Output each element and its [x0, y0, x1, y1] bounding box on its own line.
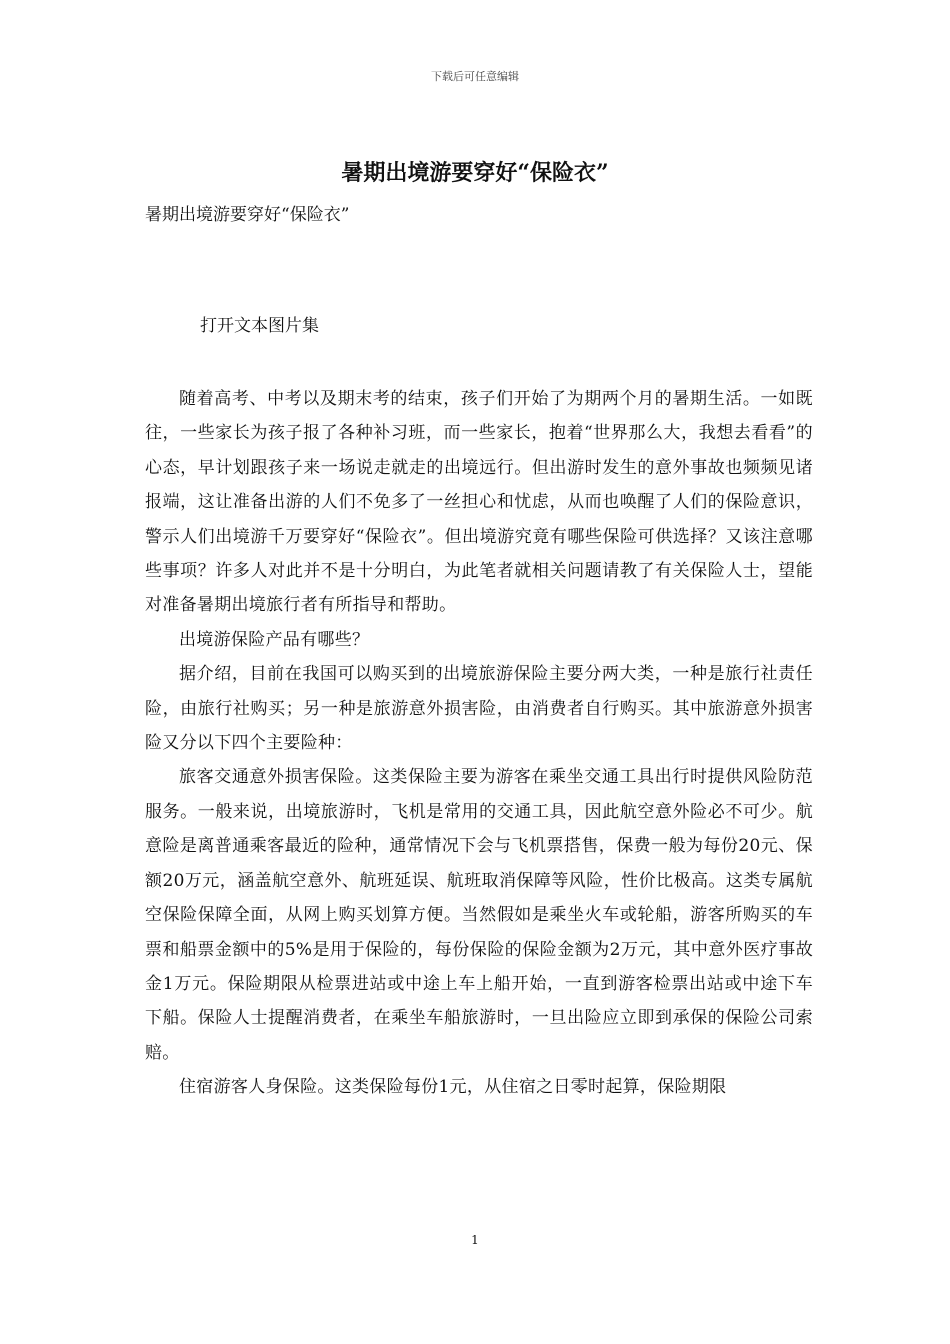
paragraph-transport-insurance: 旅客交通意外损害保险。这类保险主要为游客在乘坐交通工具出行时提供风险防范服务。一般来说，出境旅游时，飞机是常用的交通工具，因此航空意外险必不可少。航意险是离普通乘客最近的险种，通常情况下会与飞机票搭售，保费一般为每份20元、保额20万元，涵盖航空意外、航班延误、航班取消保障等风险，性价比极高。这类专属航空保险保障全面，从网上购买划算方便。当然假如是乘坐火车或轮船，游客所购买的车票和船票金额中的5%是用于保险的，每份保险的保险金额为2万元，其中意外医疗事故金1万元。保险期限从检票进站或中途上车上船开始，一直到游客检票出站或中途下车下船。保险人士提醒消费者，在乘坐车船旅游时，一旦出险应立即到承保的保险公司索赔。 [145, 767, 813, 1063]
paragraph-intro: 随着高考、中考以及期末考的结束，孩子们开始了为期两个月的暑期生活。一如既往，一些家长为孩子报了各种补习班，而一些家长，抱着“世界那么大，我想去看看”的心态，早计划跟孩子来一场说走就走的出境远行。但出游时发生的意外事故也频频见诸报端，这让准备出游的人们不免多了一丝担心和忧虑，从而也唤醒了人们的保险意识，警示人们出境游千万要穿好“保险衣”。但出境游究竟有哪些保险可供选择？又该注意哪些事项？许多人对此并不是十分明白，为此笔者就相关问题请教了有关保险人士，望能对准备暑期出境旅行者有所指导和帮助。 [145, 389, 813, 616]
document-subtitle: 暑期出境游要穿好“保险衣” [145, 205, 350, 225]
page-header-note: 下载后可任意编辑 [431, 70, 519, 83]
image-gallery-caption: 打开文本图片集 [200, 316, 319, 336]
section-heading-products: 出境游保险产品有哪些？ [179, 629, 370, 650]
paragraph-insurance-types: 据介绍，目前在我国可以购买到的出境旅游保险主要分两大类，一种是旅行社责任险，由旅行社购买；另一种是旅游意外损害险，由消费者自行购买。其中旅游意外损害险又分以下四个主要险种： [145, 664, 813, 754]
paragraph-lodging-insurance: 住宿游客人身保险。这类保险每份1元，从住宿之日零时起算，保险期限 [179, 1077, 727, 1098]
document-title: 暑期出境游要穿好“保险衣” [341, 160, 609, 186]
article-body [145, 382, 813, 1105]
page-number: 1 [471, 1233, 479, 1247]
